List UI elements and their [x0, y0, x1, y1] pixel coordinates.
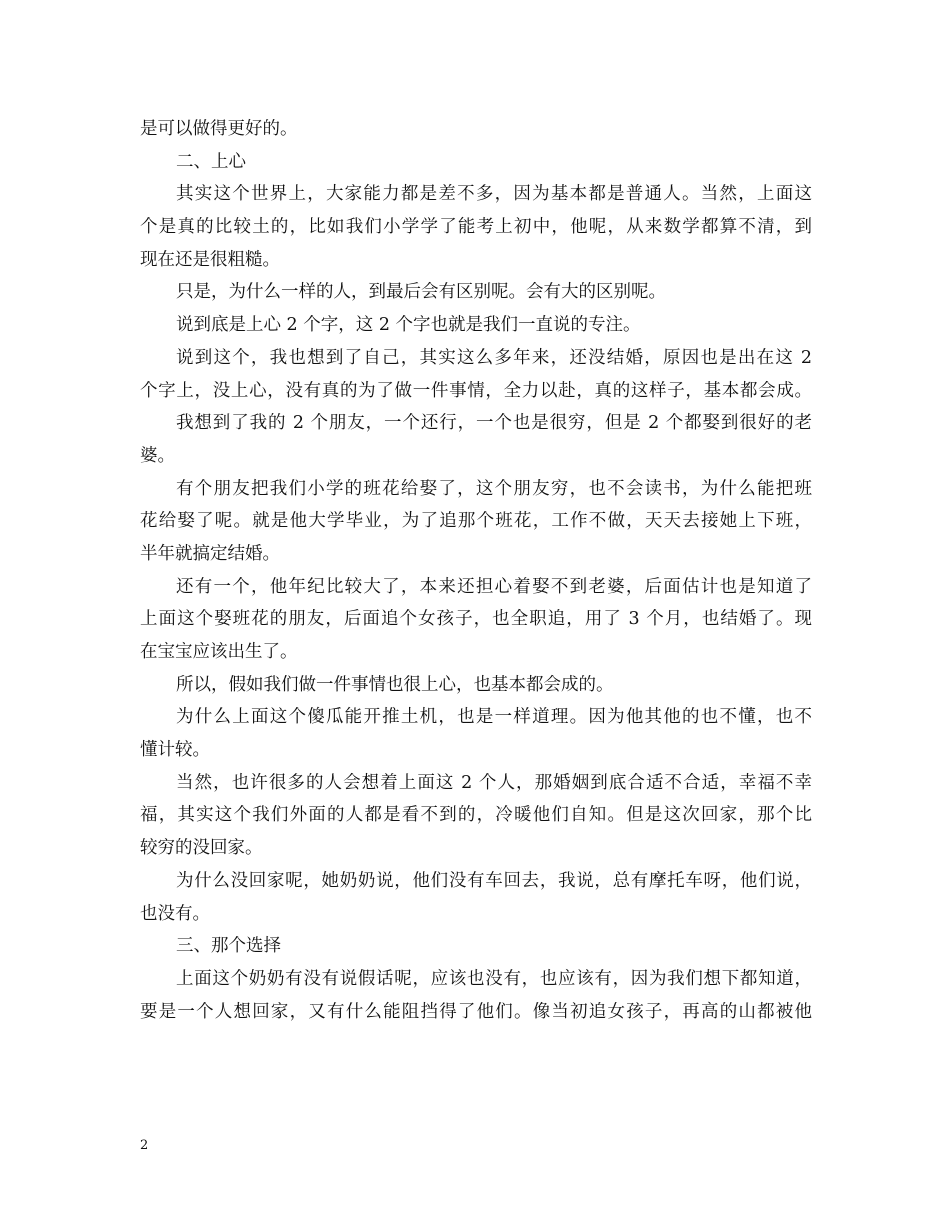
text-line: 我想到了我的 2 个朋友，一个还行，一个也是很穷，但是 2 个都娶到很好的老: [176, 413, 812, 434]
text-line: 上面这个奶奶有没有说假话呢，应该也没有，也应该有，因为我们想下都知道，: [176, 968, 812, 989]
text-line: 婆。: [140, 445, 175, 466]
text-line: 上面这个娶班花的朋友，后面追个女孩子，也全职追，用了 3 个月，也结婚了。现: [140, 609, 812, 630]
text-line: 有个朋友把我们小学的班花给娶了，这个朋友穷，也不会读书，为什么能把班: [176, 478, 812, 499]
text-line: 所以，假如我们做一件事情也很上心，也基本都会成的。: [176, 674, 614, 695]
text-line: 现在还是很粗糙。: [140, 249, 280, 270]
text-line: 较穷的没回家。: [140, 838, 263, 859]
text-line: 为什么上面这个傻瓜能开推土机，也是一样道理。因为他其他的也不懂，也不: [176, 707, 812, 728]
text-line: 要是一个人想回家，又有什么能阻挡得了他们。像当初追女孩子，再高的山都被他: [140, 1001, 812, 1022]
text-line: 为什么没回家呢，她奶奶说，他们没有车回去，我说，总有摩托车呀，他们说，: [176, 870, 812, 891]
text-line: 个字上，没上心，没有真的为了做一件事情，全力以赴，真的这样子，基本都会成。: [140, 380, 812, 401]
text-line: 个是真的比较土的，比如我们小学学了能考上初中，他呢，从来数学都算不清，到: [140, 217, 812, 238]
text-line: 说到底是上心 2 个字，这 2 个字也就是我们一直说的专注。: [176, 315, 641, 336]
text-line: 在宝宝应该出生了。: [140, 642, 298, 662]
text-line: 说到这个，我也想到了自己，其实这么多年来，还没结婚，原因也是出在这 2: [176, 347, 812, 368]
text-line: 其实这个世界上，大家能力都是差不多，因为基本都是普通人。当然，上面这: [176, 184, 812, 205]
text-line: 福，其实这个我们外面的人都是看不到的，冷暖他们自知。但是这次回家，那个比: [140, 805, 812, 826]
text-line: 也没有。: [140, 903, 210, 924]
text-line: 懂计较。: [140, 740, 210, 761]
text-line: 还有一个，他年纪比较大了，本来还担心着娶不到老婆，后面估计也是知道了: [176, 576, 812, 597]
page-number: 2: [140, 1138, 149, 1153]
body-text: [140, 113, 812, 1028]
text-line: 花给娶了呢。就是他大学毕业，为了追那个班花，工作不做，天天去接她上下班，: [140, 511, 812, 532]
text-line: 三、那个选择: [176, 936, 281, 957]
text-line: 二、上心: [176, 151, 246, 172]
text-line: 是可以做得更好的。: [140, 119, 298, 139]
text-line: 只是，为什么一样的人，到最后会有区别呢。会有大的区别呢。: [176, 282, 666, 303]
text-line: 半年就搞定结婚。: [140, 543, 280, 564]
text-line: 当然，也许很多的人会想着上面这 2 个人，那婚姻到底合适不合适，幸福不幸: [176, 772, 812, 793]
